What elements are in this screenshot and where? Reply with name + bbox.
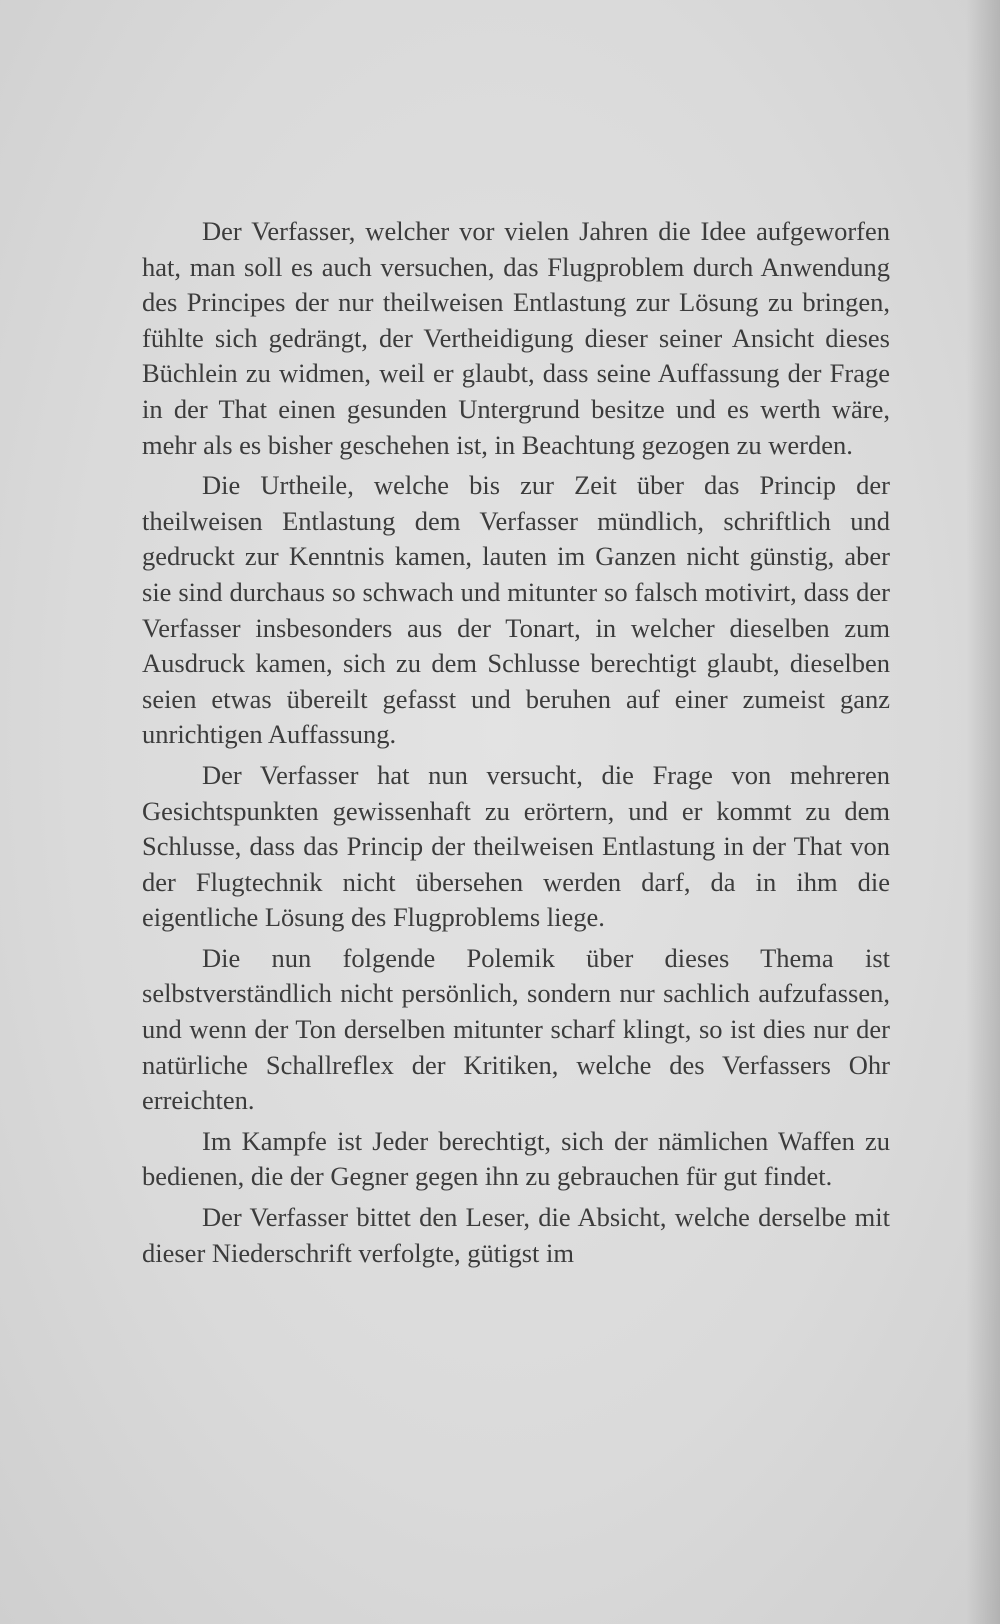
paragraph-5: Im Kampfe ist Jeder berechtigt, sich der nämlichen Waffen zu bedienen, die der Gegner gegen ihn zu gebrauchen für gut findet. <box>142 1125 890 1192</box>
paragraph-4: Die nun folgende Polemik über dieses Thema ist selbstverständlich nicht persönlich, sondern nur sachlich aufzufassen, und wenn der Ton derselben mitunter scharf klingt, so ist dies nur der natürliche Schallreflex der Kritiken, welche des Verfassers Ohr erreichten. <box>142 942 890 1116</box>
paragraph-6: Der Verfasser bittet den Leser, die Absicht, welche derselbe mit dieser Niederschrift verfolgte, gütigst im <box>142 1202 890 1268</box>
paragraph-2: Die Urtheile, welche bis zur Zeit über das Princip der theilweisen Entlastung dem Verfasser mündlich, schriftlich und gedruckt zur Kenntnis kamen, lauten im Ganzen nicht günstig, aber sie sind durchaus so schwach und mitunter so falsch motivirt, dass der Verfasser insbesonders aus der Tonart, in welcher dieselben zum Ausdruck kamen, sich zu dem Schlusse berechtigt glaubt, dieselben seien etwas übereilt gefasst und beruhen auf einer zumeist ganz unrichtigen Auffassung. <box>142 470 890 750</box>
page-edge-shadow <box>966 0 1000 1624</box>
paragraph-3: Der Verfasser hat nun versucht, die Frage von mehreren Gesichtspunkten gewissenhaft zu erörtern, und er kommt zu dem Schlusse, dass das Princip der theilweisen Entlastung in der That von der Flugtechnik nicht übersehen werden darf, da in ihm die eigentliche Lösung des Flugproblems liege. <box>142 759 890 933</box>
body-text <box>142 214 890 1271</box>
paragraph-1: Der Verfasser, welcher vor vielen Jahren die Idee aufgeworfen hat, man soll es auch versuchen, das Flugproblem durch Anwendung des Principes der nur theilweisen Entlastung zur Lösung zu bringen, fühlte sich gedrängt, der Vertheidigung dieser seiner Ansicht dieses Büchlein zu widmen, weil er glaubt, dass seine Auffassung der Frage in der That einen gesunden Untergrund besitze und es werth wäre, mehr als es bisher geschehen ist, in Beachtung gezogen zu werden. <box>142 216 890 460</box>
